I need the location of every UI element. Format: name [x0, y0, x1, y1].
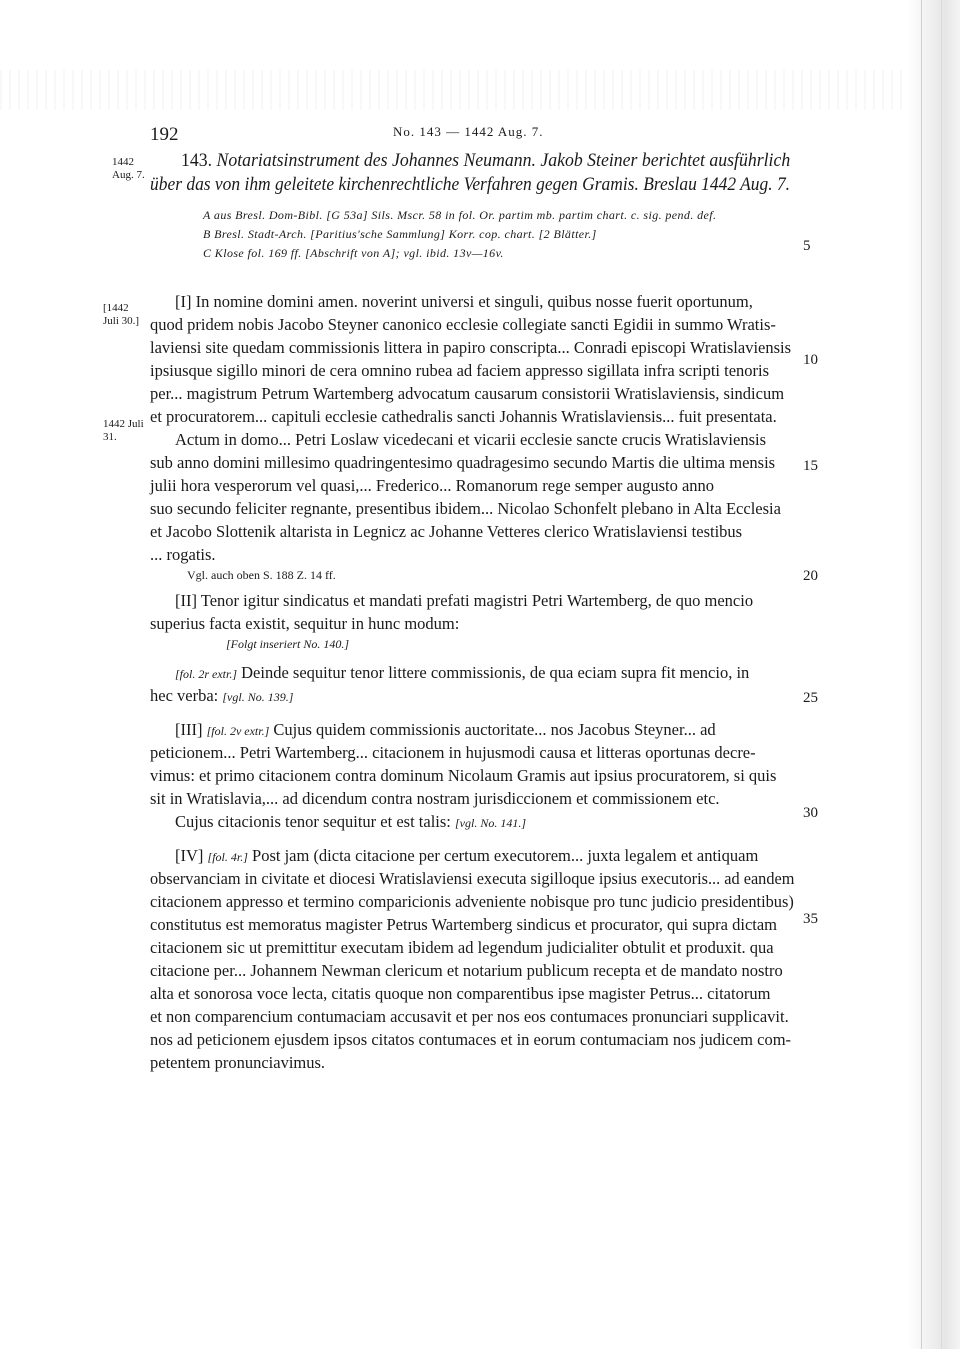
- text-segment: Deinde sequitur tenor littere commissionis, de qua eciam supra fit mencio, in: [241, 663, 750, 682]
- text-line: nos ad peticionem ejusdem ipsos citatos contumaces et in eorum contumaciam nos judicem com-: [150, 1030, 792, 1049]
- text-segment: Cujus quidem commissionis auctoritate... nos Jacobus Steyner... ad: [273, 720, 716, 739]
- text-line: [175, 663, 749, 683]
- text-line: julii hora vesperorum vel quasi,... Frederico... Romanorum rege semper augusto anno: [150, 476, 715, 495]
- text-line: sit in Wratislavia,... ad dicendum contra nostram jurisdiccionem et commissionem etc.: [150, 789, 720, 808]
- text-line: sub anno domini millesimo quadringentesimo quadragesimo secundo Martis die ultima mensis: [150, 453, 776, 472]
- page-edge-line: [941, 0, 942, 1349]
- text-line: Actum in domo... Petri Loslaw vicedecani et vicarii ecclesie sancte crucis Wratislaviensis: [175, 430, 766, 449]
- text-line: citacione per... Johannem Newman clericum et notarium publicum recepta et de mandato nostro: [150, 961, 783, 980]
- folio-note: [vgl. No. 139.]: [222, 690, 294, 704]
- source-line: C Klose fol. 169 ff. [Abschrift von A]; vgl. ibid. 13v—16v.: [203, 246, 504, 260]
- text-line: ipsiusque sigillo minori de cera omnino rubea ad faciem appresso sigillata infra scripti tenoris: [150, 361, 770, 380]
- line-number: 30: [803, 805, 818, 821]
- scan-noise: [0, 70, 960, 110]
- text-line: vimus: et primo citacionem contra dominum Nicolaum Gramis aut ipsius procuratorem, si quis: [150, 766, 777, 785]
- margin-date-note: 1442 Juli 31.: [103, 418, 144, 443]
- text-line: laviensi site quedam commissionis littera in papiro conscripta... Conradi episcopi Wratislaviensis: [150, 338, 792, 357]
- folio-note: [fol. 2v extr.]: [206, 724, 270, 738]
- line-number: 15: [803, 458, 818, 474]
- text-line: et procuratorem... capituli ecclesie cathedralis sancti Johannis Wratislaviensis... fuit presentata.: [150, 407, 777, 426]
- page-edge-line: [921, 0, 922, 1349]
- text-line: [175, 720, 716, 740]
- text-line: peticionem... Petri Wartemberg... citacionem in hujusmodi causa et litteras oportunas decre-: [150, 743, 756, 762]
- running-head: No. 143 — 1442 Aug. 7.: [393, 124, 544, 139]
- text-line: [I] In nomine domini amen. noverint universi et singuli, quibus nosse fuerit oportunum,: [175, 292, 753, 311]
- text-line: quod pridem nobis Jacobo Steyner canonico ecclesie collegiate sancti Egidii in summo Wratis-: [150, 315, 776, 334]
- text-segment: Post jam (dicta citacione per certum executorem... juxta legalem et antiquam: [252, 846, 759, 865]
- page-number: 192: [150, 124, 179, 145]
- text-line: [150, 686, 293, 706]
- text-line: alta et sonorosa voce lecta, citatis quoque non comparentibus ipse magister Petrus... citatorum: [150, 984, 771, 1003]
- line-number: 20: [803, 568, 818, 584]
- line-number: 25: [803, 690, 818, 706]
- text-segment: hec verba:: [150, 686, 219, 705]
- folio-note: [fol. 2r extr.]: [175, 667, 238, 681]
- page-edge-shadow: [908, 0, 960, 1349]
- section-marker: [III]: [175, 720, 203, 739]
- text-line: constitutus est memoratus magister Petrus Wartemberg sindicus et procurator, qui supra dictam: [150, 915, 778, 934]
- line-number: 10: [803, 352, 818, 368]
- text-line: petentem pronunciavimus.: [150, 1053, 326, 1072]
- text-line: ... rogatis.: [150, 545, 216, 564]
- section-marker: [IV]: [175, 846, 204, 865]
- folio-note: [fol. 4r.]: [207, 850, 248, 864]
- text-line: suo secundo feliciter regnante, presentibus ibidem... Nicolao Schonfelt plebano in Alta Ecclesia: [150, 499, 781, 518]
- text-line: [175, 812, 526, 832]
- text-line: [175, 846, 758, 866]
- text-segment: Cujus citacionis tenor sequitur et est talis:: [175, 812, 451, 831]
- text-line: et Jacobo Slottenik altarista in Legnicz ac Johanne Vetteres clerico Wratislaviensi testibus: [150, 522, 743, 541]
- document-title-text: Notariatsinstrument des Johannes Neumann. Jakob Steiner berichtet ausführlich: [216, 150, 791, 171]
- margin-date: 1442 Aug. 7.: [112, 156, 145, 181]
- text-line: observanciam in civitate et diocesi Wratislaviensi executa sigilloque ipsius executoris... ad eandem: [150, 869, 795, 888]
- source-line: A aus Bresl. Dom-Bibl. [G 53a] Sils. Mscr. 58 in fol. Or. partim mb. partim chart. c. sig. pend. def.: [203, 208, 717, 222]
- text-line: per... magistrum Petrum Wartemberg advocatum causarum consistorii Wratislaviensis, sindicum: [150, 384, 785, 403]
- text-line: superius facta existit, sequitur in hunc modum:: [150, 614, 460, 633]
- document-title-line: über das von ihm geleitete kirchenrechtliche Verfahren gegen Gramis. Breslau 1442 Aug. 7.: [150, 174, 791, 195]
- line-number: 35: [803, 911, 818, 927]
- text-line: citacionem appresso et termino comparicionis adveniente nobisque pro tunc judicio presidentibus): [150, 892, 794, 911]
- inserted-note: [Folgt inseriert No. 140.]: [226, 637, 350, 651]
- folio-note: [vgl. No. 141.]: [455, 816, 527, 830]
- document-number: 143.: [181, 150, 213, 171]
- document-title-line: [181, 150, 790, 172]
- reference-note: Vgl. auch oben S. 188 Z. 14 ff.: [187, 568, 336, 582]
- source-line: B Bresl. Stadt-Arch. [Paritius'sche Sammlung] Korr. cop. chart. [2 Blätter.]: [203, 227, 597, 241]
- text-line: [II] Tenor igitur sindicatus et mandati prefati magistri Petri Wartemberg, de quo mencio: [175, 591, 754, 610]
- line-number: 5: [803, 238, 811, 254]
- text-line: citacionem sic ut premittitur executam ibidem ad legendum judicialiter obtulit et produxit. qua: [150, 938, 774, 957]
- text-line: et non comparencium contumaciam accusavit et per nos eos contumaces pronunciari supplicavit.: [150, 1007, 789, 1026]
- margin-date-note: [1442 Juli 30.]: [103, 302, 140, 327]
